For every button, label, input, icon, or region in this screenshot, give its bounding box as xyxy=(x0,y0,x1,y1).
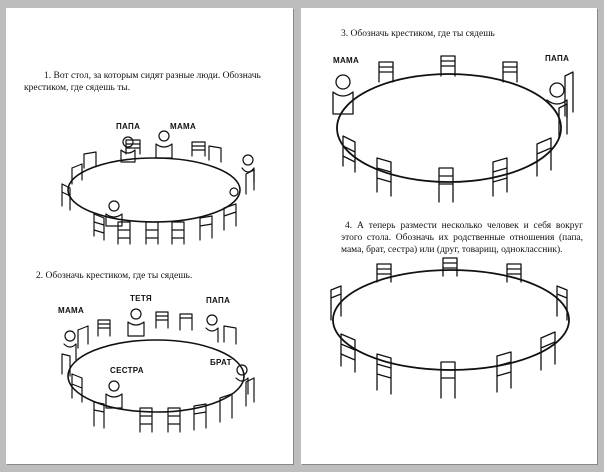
label-papa-task3: ПАПА xyxy=(545,54,570,63)
table-illustration-task2 xyxy=(6,8,293,464)
label-sestra-task2: СЕСТРА xyxy=(110,366,144,375)
label-papa-task2: ПАПА xyxy=(206,296,231,305)
right-page xyxy=(301,8,597,464)
left-page xyxy=(6,8,293,464)
label-papa-task1: ПАПА xyxy=(116,122,141,131)
label-mama-task1: МАМА xyxy=(170,122,197,131)
task4-text: 4. А теперь размести несколько человек и себя вокруг этого стола. Обозначь их родственные отношения (папа, мама, брат, сестра) или (друг, товарищ, одноклассник). xyxy=(341,221,583,255)
task2-text: 2. Обозначь крестиком, где ты сядешь. xyxy=(36,271,193,281)
table-illustration-task4 xyxy=(301,8,597,464)
label-tetya-task2: ТЕТЯ xyxy=(130,294,152,303)
task3-text: 3. Обозначь крестиком, где ты сядешь xyxy=(341,29,495,39)
label-mama-task2: МАМА xyxy=(58,306,85,315)
task1-text: 1. Вот стол, за которым сидят разные люди. Обозначь крестиком, где сядешь ты. xyxy=(24,71,261,93)
label-brat-task2: БРАТ xyxy=(210,358,232,367)
label-mama-task3: МАМА xyxy=(333,56,360,65)
